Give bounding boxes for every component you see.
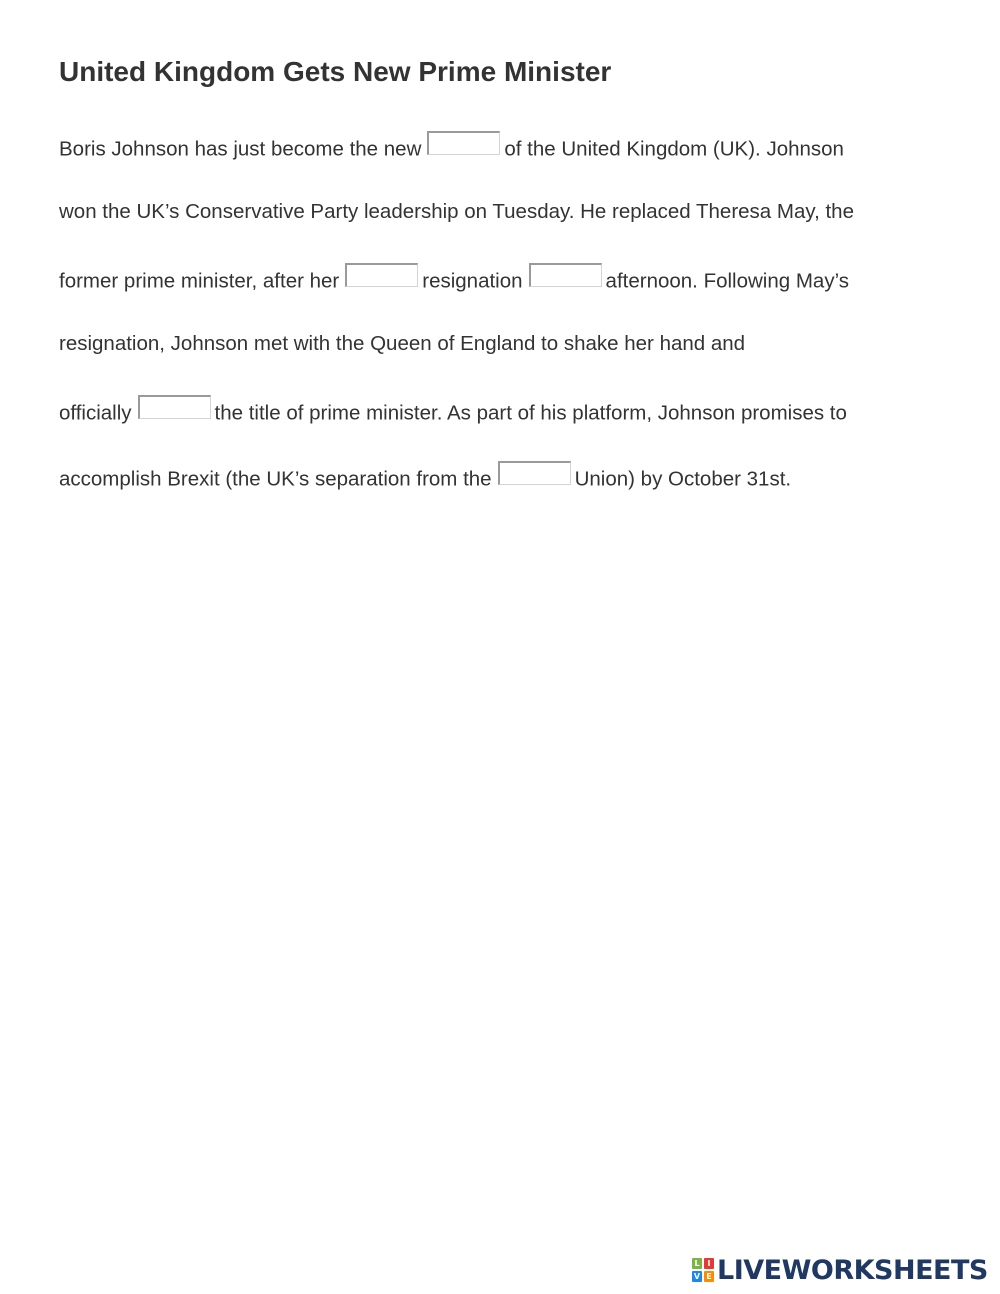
- blank-input-1[interactable]: [427, 131, 500, 155]
- text-segment: afternoon. Following May’s: [605, 269, 850, 293]
- text-line-6: [59, 461, 791, 491]
- blank-input-2[interactable]: [345, 263, 418, 287]
- logo-cell: L: [692, 1258, 702, 1269]
- logo-cell: I: [704, 1258, 714, 1269]
- text-segment: former prime minister, after her: [59, 269, 340, 293]
- liveworksheets-logo-icon: [692, 1258, 714, 1282]
- text-line-2: [59, 197, 854, 227]
- blank-input-5[interactable]: [498, 461, 571, 485]
- text-segment: accomplish Brexit (the UK’s separation from the: [59, 467, 492, 491]
- text-segment: resignation: [422, 269, 523, 293]
- worksheet-title: United Kingdom Gets New Prime Minister: [59, 56, 612, 87]
- blank-input-4[interactable]: [138, 395, 211, 419]
- text-segment: resignation, Johnson met with the Queen of England to shake her hand and: [59, 332, 746, 355]
- text-line-1: [59, 131, 844, 161]
- liveworksheets-logo: [692, 1254, 988, 1286]
- text-segment: Union) by October 31st.: [574, 467, 792, 491]
- text-line-4: [59, 329, 745, 359]
- text-line-3: [59, 263, 849, 293]
- text-segment: the title of prime minister. As part of his platform, Johnson promises to: [214, 401, 847, 425]
- text-segment: officially: [59, 401, 132, 425]
- text-segment: of the United Kingdom (UK). Johnson: [504, 137, 844, 161]
- logo-text: LIVEWORKSHEETS: [717, 1254, 988, 1286]
- blank-input-3[interactable]: [529, 263, 602, 287]
- text-segment: Boris Johnson has just become the new: [59, 137, 422, 161]
- logo-cell: E: [704, 1271, 714, 1282]
- text-segment: won the UK’s Conservative Party leadership on Tuesday. He replaced Theresa May, the: [59, 200, 854, 223]
- text-line-5: [59, 395, 847, 425]
- logo-cell: V: [693, 1272, 701, 1281]
